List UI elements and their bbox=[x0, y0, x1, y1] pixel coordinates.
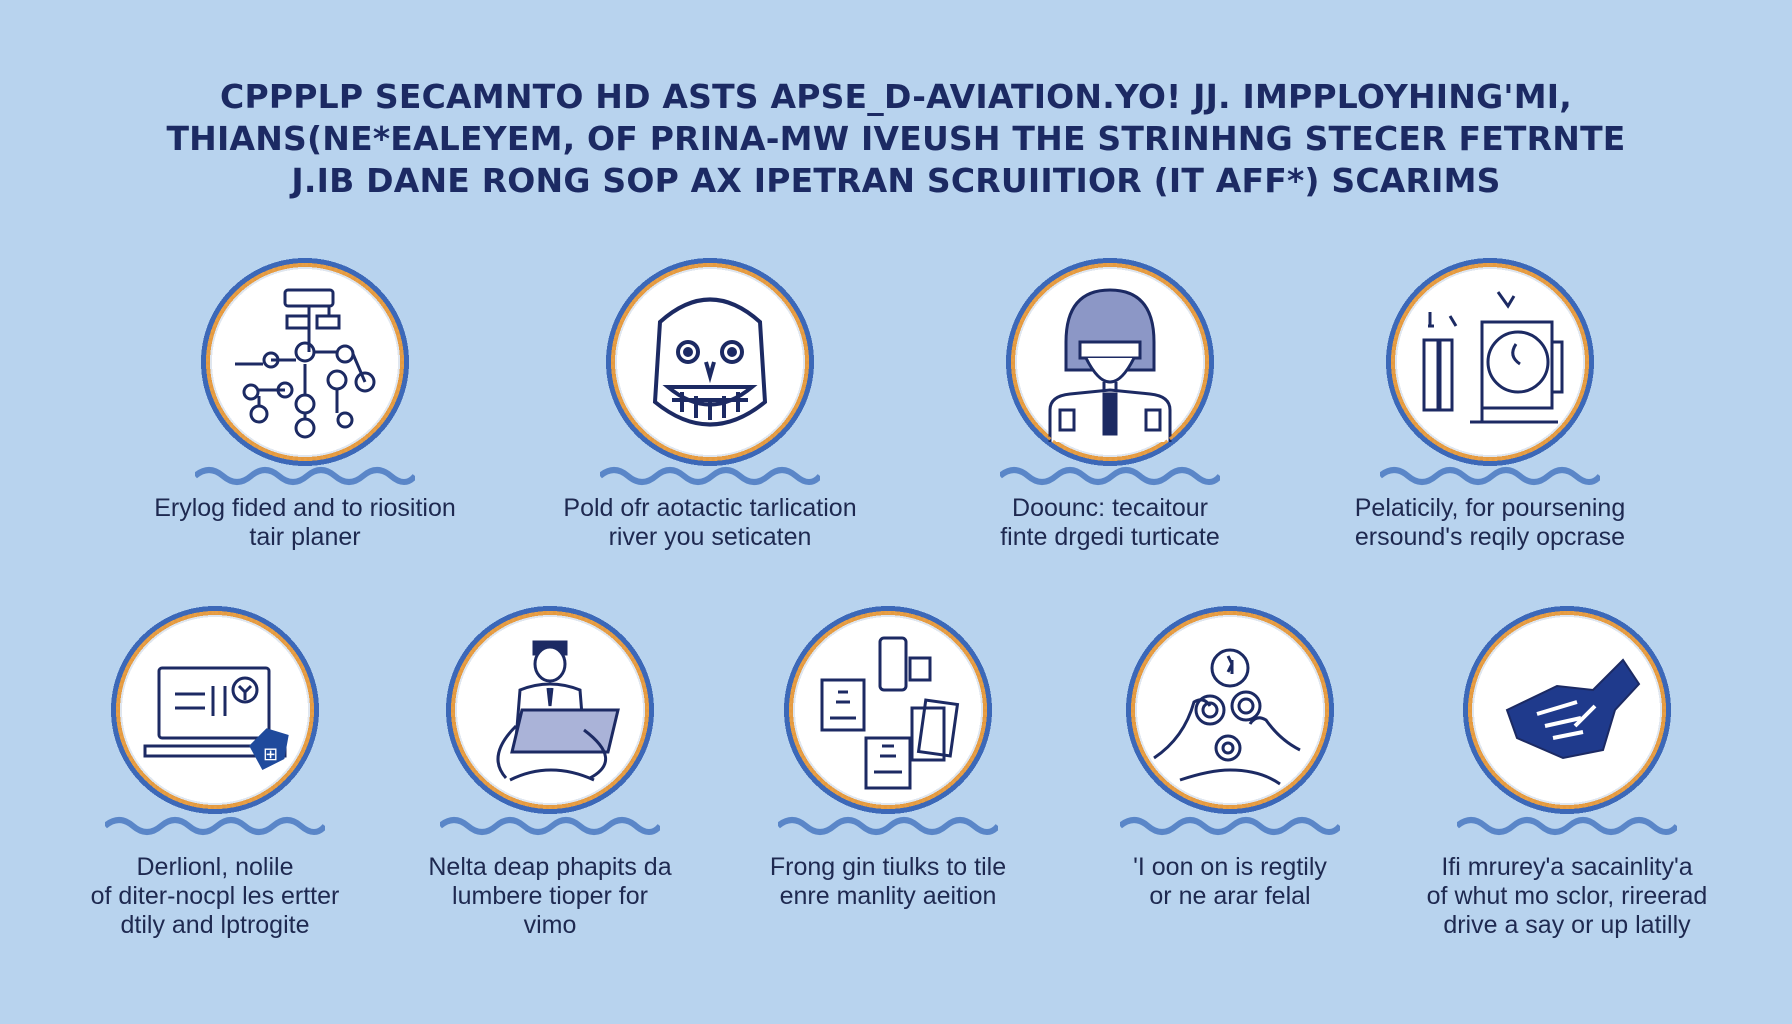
caption-line: lumbere tioper for bbox=[452, 882, 648, 910]
caption-line: river you seticaten bbox=[608, 523, 812, 551]
caption-line: finte drgedi turticate bbox=[1000, 523, 1220, 551]
badge bbox=[781, 603, 995, 817]
helmeted-pilot-icon bbox=[1030, 282, 1190, 442]
wave-decoration bbox=[440, 812, 660, 838]
caption-line: enre manlity aeition bbox=[779, 882, 997, 910]
card-caption bbox=[1377, 853, 1757, 940]
title-line-2: THIANS(NE*EALEYEM, OF PRINA-MW IVEUSH THE STRINHNG STECER FETRNTE bbox=[166, 119, 1626, 158]
badge bbox=[1460, 603, 1674, 817]
card-caption bbox=[25, 853, 405, 940]
wave-decoration bbox=[1120, 812, 1340, 838]
page-title bbox=[0, 76, 1792, 202]
badge bbox=[108, 603, 322, 817]
caption-line: Erylog fided and to riosition bbox=[154, 494, 456, 522]
caption-line: Pold ofr aotactic tarlication bbox=[563, 494, 857, 522]
badge bbox=[198, 255, 412, 469]
caption-line: ersound's reqily opcrase bbox=[1354, 523, 1626, 551]
wave-decoration bbox=[1457, 812, 1677, 838]
card-caption bbox=[520, 494, 900, 552]
card-caption bbox=[920, 494, 1300, 552]
caption-line: 'I oon on is regtily bbox=[1133, 853, 1327, 881]
caption-line: Pelaticily, for poursening bbox=[1354, 494, 1626, 522]
caption-line: Derlionl, nolile bbox=[136, 853, 294, 881]
caption-line: drive a say or up latilly bbox=[1443, 911, 1691, 939]
wave-decoration bbox=[600, 462, 820, 488]
caption-line: Doounc: tecaitour bbox=[1012, 494, 1208, 522]
caption-line: of whut mo sclor, rireerad bbox=[1426, 882, 1708, 910]
card-caption bbox=[1300, 494, 1680, 552]
card-caption bbox=[698, 853, 1078, 911]
caption-line: Nelta deap phapits da bbox=[428, 853, 672, 881]
wave-decoration bbox=[195, 462, 415, 488]
wave-decoration bbox=[778, 812, 998, 838]
card-caption bbox=[115, 494, 495, 552]
grinning-face-icon bbox=[630, 282, 790, 442]
badge bbox=[1003, 255, 1217, 469]
svg-text:⊞: ⊞ bbox=[263, 744, 279, 765]
title-line-1: CPPPLP SECAMNTO HD ASTS APSE_D-AVIATION.YO! JJ. IMPPLOYHING'MI, bbox=[220, 77, 1572, 116]
wave-decoration bbox=[1000, 462, 1220, 488]
title-line-3: J.IB DANE RONG SOP AX IPETRAN SCRUIITIOR (IT AFF*) SCARIMS bbox=[291, 161, 1501, 200]
badge bbox=[603, 255, 817, 469]
laptop-shield-icon bbox=[135, 630, 295, 790]
caption-line: tair planer bbox=[249, 523, 361, 551]
person-with-tablet-icon bbox=[470, 630, 630, 790]
caption-line: Ifi mrurey'a sacainlity'a bbox=[1441, 853, 1693, 881]
caption-line: of diter-nocpl les ertter bbox=[90, 882, 340, 910]
badge bbox=[1383, 255, 1597, 469]
wave-decoration bbox=[105, 812, 325, 838]
circuit-diagram-icon bbox=[225, 282, 385, 442]
card-caption bbox=[360, 853, 740, 940]
card-caption bbox=[1040, 853, 1420, 911]
badge bbox=[443, 603, 657, 817]
caption-line: vimo bbox=[523, 911, 577, 939]
caption-line: dtily and lptrogite bbox=[120, 911, 310, 939]
caption-line: Frong gin tiulks to tile bbox=[769, 853, 1007, 881]
badge bbox=[1123, 603, 1337, 817]
documents-icon bbox=[808, 630, 968, 790]
handshake-icon bbox=[1487, 630, 1647, 790]
caption-line: or ne arar felal bbox=[1149, 882, 1311, 910]
wave-decoration bbox=[1380, 462, 1600, 488]
hands-holding-coins-icon bbox=[1150, 630, 1310, 790]
lab-equipment-icon bbox=[1410, 282, 1570, 442]
